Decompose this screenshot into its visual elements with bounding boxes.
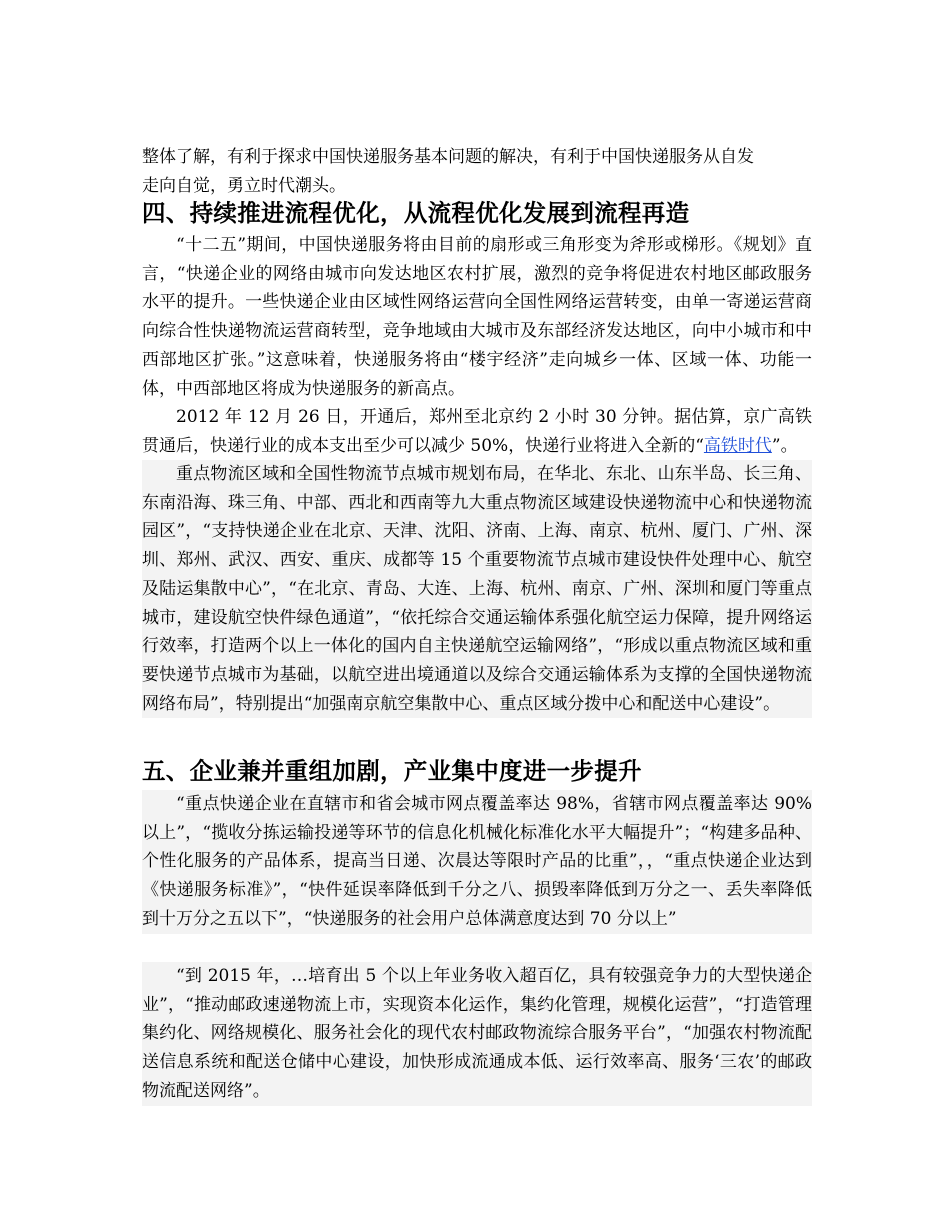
section-5-paragraph-1: “重点快递企业在直辖市和省会城市网点覆盖率达 98%，省辖市网点覆盖率达 90%以上”，“揽收分拣运输投递等环节的信息化机械化标准化水平大幅提升”；“构建多品种、个性化服务的产品体系，提高当日递、次晨达等限时产品的比重”，，“重点快递企业达到《快递服务标准》”，“快件延误率降低到千分之八、损毁率降低到万分之一、丢失率降低到十万分之五以下”，“快递服务的社会用户总体满意度达到 70 分以上” (142, 790, 812, 934)
intro-paragraph (142, 143, 812, 200)
section-4-paragraph-2-text: 2012 年 12 月 26 日，开通后，郑州至北京约 2 小时 30 分钟。据估算，京广高铁贯通后，快递行业的成本支出至少可以减少 50%，快递行业将进入全新的“ (142, 407, 812, 456)
high-speed-rail-link[interactable]: 高铁时代 (703, 435, 772, 456)
section-4-paragraph-2-end: ”。 (771, 435, 798, 456)
section-5-heading: 五、企业兼并重组加剧，产业集中度进一步提升 (142, 757, 642, 785)
intro-line-1: 整体了解，有利于探求中国快递服务基本问题的解决，有利于中国快递服务从自发 (142, 147, 754, 167)
section-4-paragraph-2 (142, 403, 812, 460)
section-4-heading: 四、持续推进流程优化，从流程优化发展到流程再造 (142, 199, 690, 227)
section-5-paragraph-2: “到 2015 年，…培育出 5 个以上年业务收入超百亿，具有较强竞争力的大型快递企业”，“推动邮政速递物流上市，实现资本化运作，集约化管理，规模化运营”，“打造管理集约化、网络规模化、服务社会化的现代农村邮政物流综合服务平台”，“加强农村物流配送信息系统和配送仓储中心建设，加快形成流通成本低、运行效率高、服务‘三农’的邮政物流配送网络”。 (142, 962, 812, 1106)
section-4-paragraph-3: 重点物流区域和全国性物流节点城市规划布局，在华北、东北、山东半岛、长三角、东南沿海、珠三角、中部、西北和西南等九大重点物流区域建设快递物流中心和快递物流园区”，“支持快递企业在北京、天津、沈阳、济南、上海、南京、杭州、厦门、广州、深圳、郑州、武汉、西安、重庆、成都等 15 个重要物流节点城市建设快件处理中心、航空及陆运集散中心”，“在北京、青岛、大连、上海、杭州、南京、广州、深圳和厦门等重点城市，建设航空快件绿色通道”，“依托综合交通运输体系强化航空运力保障，提升网络运行效率，打造两个以上一体化的国内自主快递航空运输网络”，“形成以重点物流区域和重要快递节点城市为基础，以航空进出境通道以及综合交通运输体系为支撑的全国快递物流网络布局”，特别提出“加强南京航空集散中心、重点区域分拨中心和配送中心建设”。 (142, 460, 812, 718)
section-4-paragraph-1: “十二五”期间，中国快递服务将由目前的扇形或三角形变为斧形或梯形。《规划》直言，“快递企业的网络由城市向发达地区农村扩展，激烈的竞争将促进农村地区邮政服务水平的提升。一些快递企业由区域性网络运营向全国性网络运营转变，由单一寄递运营商向综合性快递物流运营商转型，竞争地域由大城市及东部经济发达地区，向中小城市和中西部地区扩张。”这意味着，快递服务将由“楼宇经济”走向城乡一体、区域一体、功能一体，中西部地区将成为快递服务的新高点。 (142, 235, 812, 399)
intro-line-2: 走向自觉，勇立时代潮头。 (142, 175, 346, 196)
